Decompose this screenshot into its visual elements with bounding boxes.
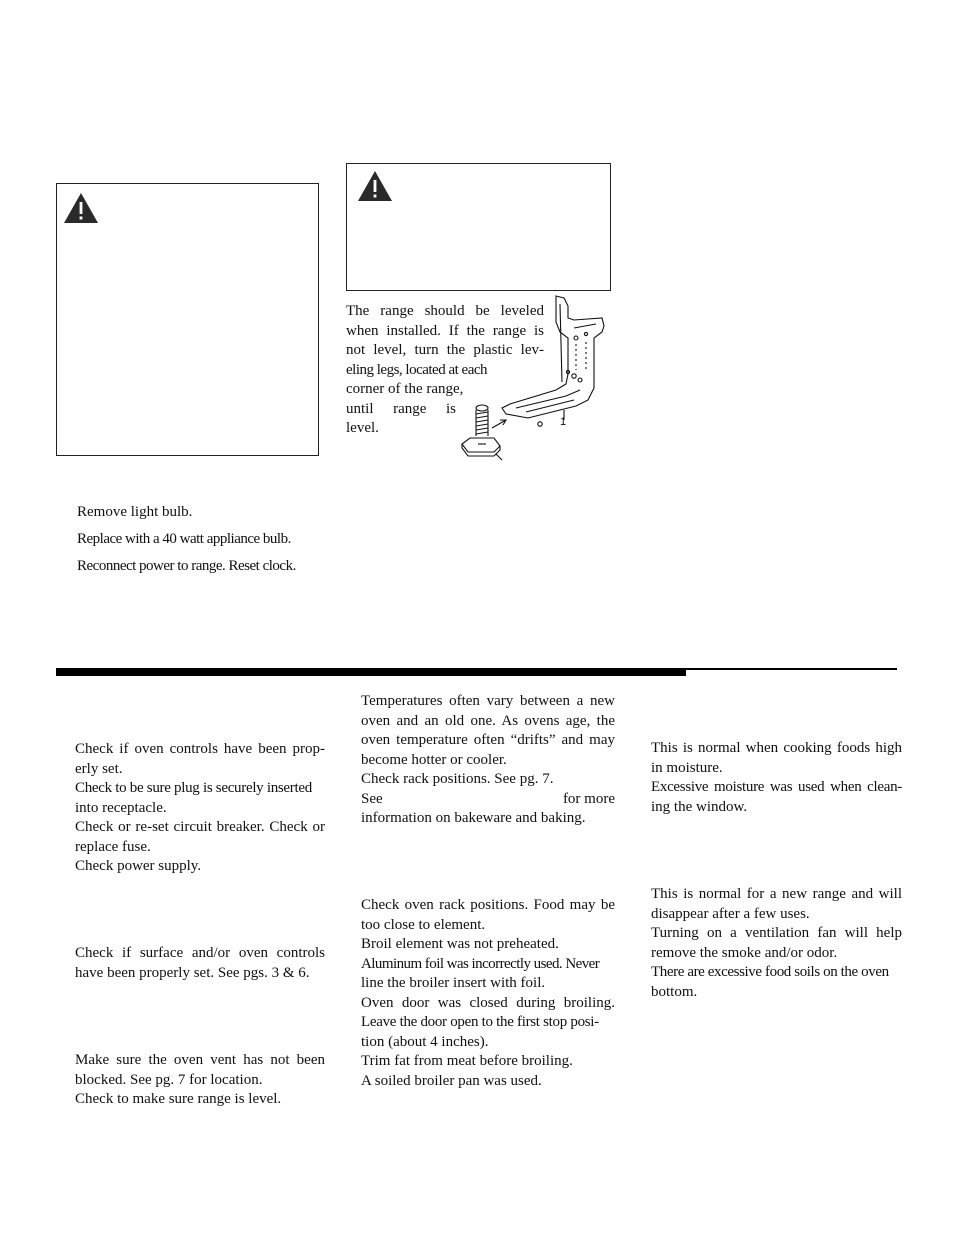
bulb-steps bbox=[77, 499, 327, 580]
col1-group1 bbox=[75, 740, 325, 877]
col1-group2 bbox=[75, 944, 325, 983]
col2-line: Leave the door open to the first stop posi- bbox=[361, 1014, 599, 1030]
col3-group1 bbox=[651, 739, 902, 817]
col3-group2 bbox=[651, 885, 902, 1002]
col2-line: Check oven rack positions. Food may be bbox=[361, 897, 615, 913]
col3-line: remove the smoke and/or odor. bbox=[651, 944, 838, 961]
warning-box-middle bbox=[346, 163, 611, 291]
leveling-line: The range should be leveled bbox=[346, 303, 544, 319]
col2-line: A soiled broiler pan was used. bbox=[361, 1072, 542, 1089]
col3-line: This is normal when cooking foods high bbox=[651, 740, 902, 756]
leveling-line: eling legs, located at each bbox=[346, 361, 488, 378]
col3-line: disappear after a few uses. bbox=[651, 905, 810, 922]
warning-box-left bbox=[56, 183, 319, 456]
col1-line: Check or re-set circuit breaker. Check or bbox=[75, 819, 325, 835]
col2-line: Aluminum foil was incorrectly used. Never bbox=[361, 955, 600, 972]
section-divider-line bbox=[686, 668, 897, 670]
col2-line: oven and an old one. As ovens age, the bbox=[361, 712, 615, 729]
col2-see-line bbox=[361, 790, 615, 810]
warning-triangle-icon bbox=[357, 170, 393, 202]
col1-group3 bbox=[75, 1051, 325, 1110]
col1-line: erly set. bbox=[75, 760, 123, 777]
leveling-line: corner of the range, bbox=[346, 381, 464, 397]
col3-line: There are excessive food soils on the oven bbox=[651, 964, 889, 980]
col1-line: into receptacle. bbox=[75, 799, 167, 816]
col1-line: Check to be sure plug is securely inserted bbox=[75, 780, 312, 796]
section-divider-bar bbox=[56, 668, 686, 676]
col2-line: Check rack positions. See pg. 7. bbox=[361, 771, 554, 787]
col2-group2 bbox=[361, 896, 615, 1091]
col2-line: Temperatures often vary between a new bbox=[361, 693, 615, 709]
col2-line: Trim fat from meat before broiling. bbox=[361, 1053, 573, 1069]
col3-line: ing the window. bbox=[651, 798, 748, 815]
bulb-step: Replace with a 40 watt appliance bulb. bbox=[77, 531, 291, 547]
col2-line: information on bakeware and baking. bbox=[361, 810, 586, 826]
col3-line: bottom. bbox=[651, 983, 698, 1000]
col1-line: blocked. See pg. 7 for location. bbox=[75, 1071, 263, 1088]
col3-line: in moisture. bbox=[651, 759, 723, 776]
col1-line: Check to make sure range is level. bbox=[75, 1091, 282, 1107]
col2-line: Oven door was closed during broiling. bbox=[361, 994, 615, 1011]
col1-line: Check power supply. bbox=[75, 858, 202, 874]
col2-line: line the broiler insert with foil. bbox=[361, 975, 546, 991]
leveling-line: when installed. If the range is bbox=[346, 322, 544, 339]
col2-line: tion (about 4 inches). bbox=[361, 1033, 489, 1050]
leveling-line: not level, turn the plastic lev- bbox=[346, 342, 544, 358]
col3-line: This is normal for a new range and will bbox=[651, 886, 902, 902]
bulb-step: Reconnect power to range. Reset clock. bbox=[77, 558, 296, 574]
leveling-line: until range is bbox=[346, 400, 456, 417]
col2-line: become hotter or cooler. bbox=[361, 751, 507, 768]
col2-group1 bbox=[361, 692, 615, 829]
leveling-leg-figure bbox=[456, 292, 612, 464]
col1-line: Check if oven controls have been prop- bbox=[75, 741, 325, 757]
col1-line: Make sure the oven vent has not been bbox=[75, 1052, 325, 1068]
col3-line: Excessive moisture was used when clean- bbox=[651, 779, 902, 795]
col2-line: Broil element was not preheated. bbox=[361, 936, 559, 952]
warning-triangle-icon bbox=[63, 192, 99, 224]
see-word: See bbox=[361, 790, 383, 807]
col2-line: too close to element. bbox=[361, 916, 486, 933]
bulb-step: Remove light bulb. bbox=[77, 504, 193, 520]
col3-line: Turning on a ventilation fan will help bbox=[651, 925, 902, 941]
col1-line: have been properly set. See pgs. 3 & 6. bbox=[75, 964, 310, 981]
leveling-line: level. bbox=[346, 420, 379, 436]
figure-callout-number: 1 bbox=[560, 416, 567, 428]
col1-line: replace fuse. bbox=[75, 838, 151, 855]
col1-line: Check if surface and/or oven controls bbox=[75, 945, 325, 961]
col2-line: oven temperature often “drifts” and may bbox=[361, 732, 615, 748]
for-more-words: for more bbox=[562, 790, 615, 807]
